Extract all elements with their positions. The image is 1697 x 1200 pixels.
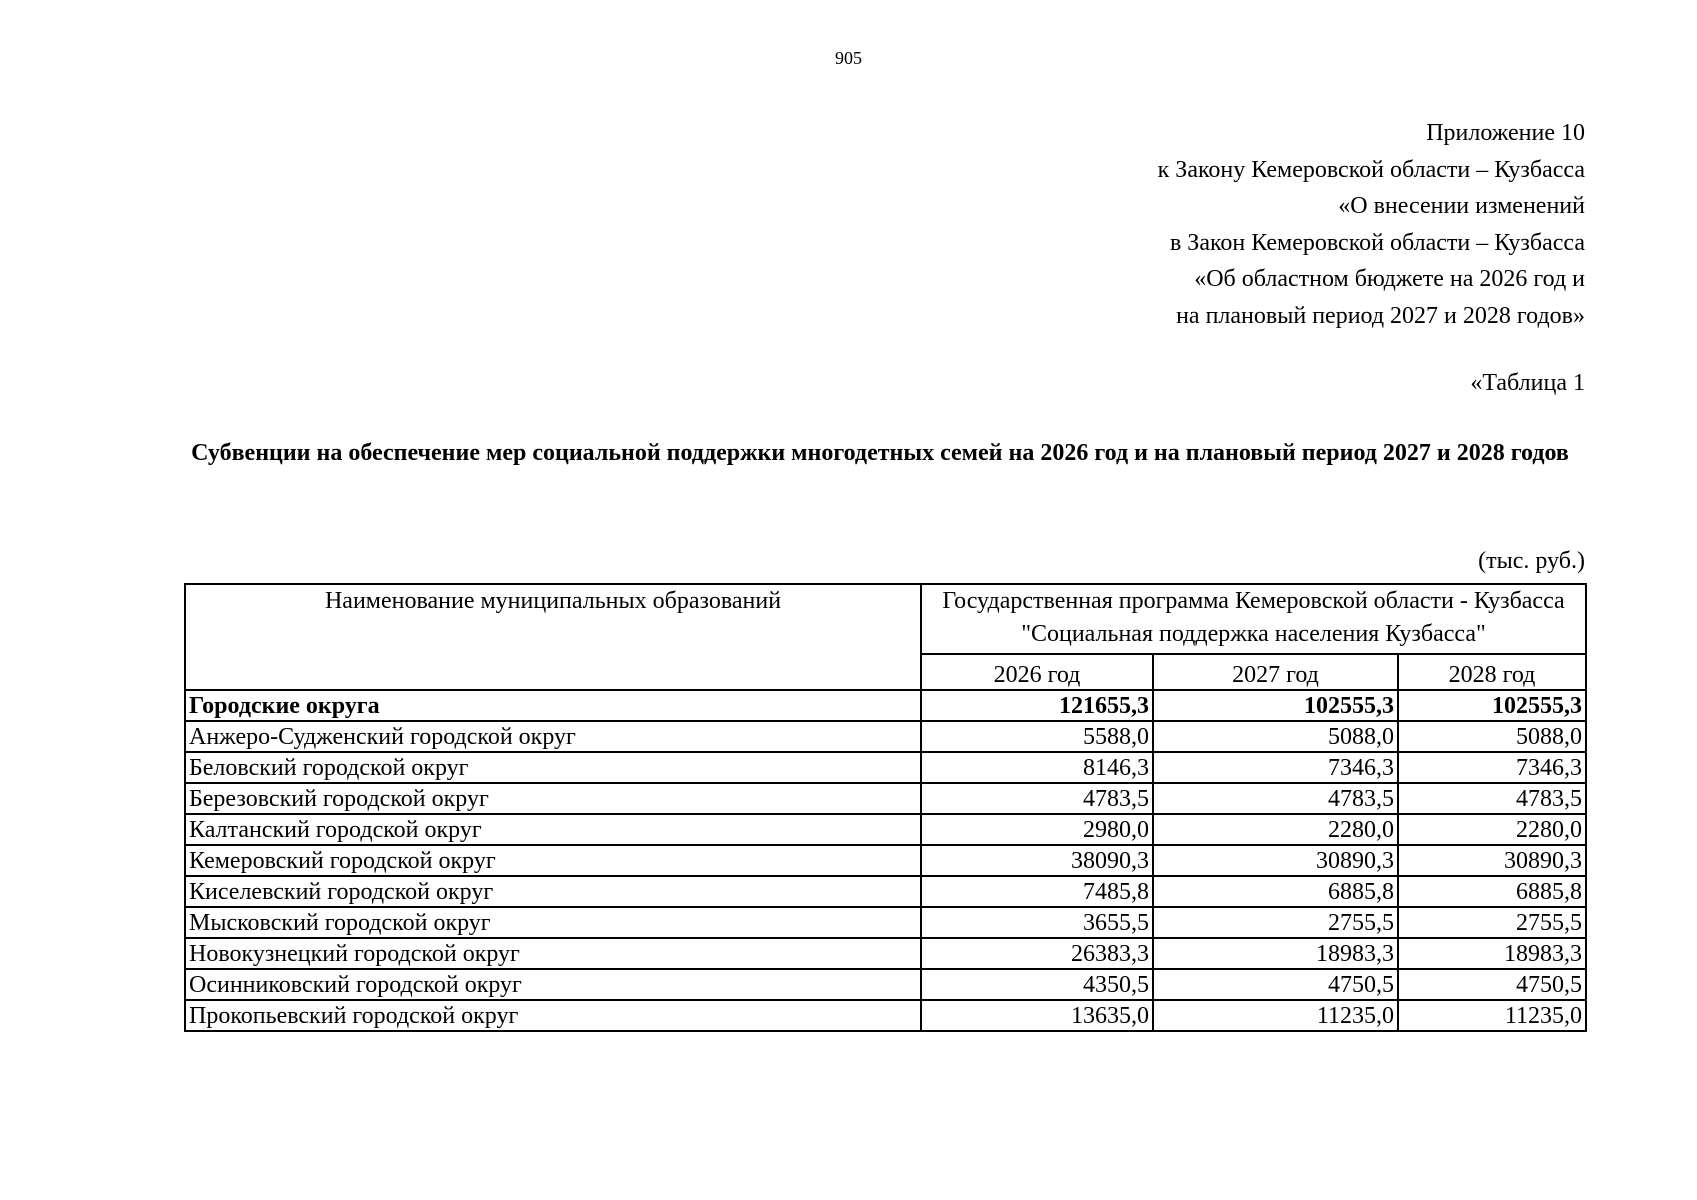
value-2028: 4783,5: [1398, 783, 1586, 814]
column-header-year-2028: 2028 год: [1398, 654, 1586, 690]
table-row: [185, 721, 1586, 752]
table-row: [185, 907, 1586, 938]
value-2027: 4783,5: [1153, 783, 1398, 814]
column-header-year-2027: 2027 год: [1153, 654, 1398, 690]
value-2026: 13635,0: [921, 1000, 1153, 1031]
value-2027: 2755,5: [1153, 907, 1398, 938]
value-2026: 38090,3: [921, 845, 1153, 876]
value-2028: 6885,8: [1398, 876, 1586, 907]
row-name: Киселевский городской округ: [185, 876, 921, 907]
value-2026: 3655,5: [921, 907, 1153, 938]
column-header-program: Государственная программа Кемеровской области - Кузбасса "Социальная поддержка населения Кузбасса": [921, 584, 1586, 654]
appendix-line: «О внесении изменений: [1338, 193, 1585, 219]
value-2026: 26383,3: [921, 938, 1153, 969]
units-label: (тыс. руб.): [1478, 548, 1585, 574]
value-2028: 2280,0: [1398, 814, 1586, 845]
row-name: Калтанский городской округ: [185, 814, 921, 845]
value-2027: 6885,8: [1153, 876, 1398, 907]
value-2028: 30890,3: [1398, 845, 1586, 876]
value-2027: 11235,0: [1153, 1000, 1398, 1031]
column-header-year-2026: 2026 год: [921, 654, 1153, 690]
table-row: [185, 845, 1586, 876]
table-group-row: [185, 690, 1586, 721]
table-row: [185, 783, 1586, 814]
value-2026: 7485,8: [921, 876, 1153, 907]
table-header-row: [185, 584, 1586, 654]
table-row: [185, 938, 1586, 969]
value-2027: 30890,3: [1153, 845, 1398, 876]
value-2028: 2755,5: [1398, 907, 1586, 938]
table-row: [185, 969, 1586, 1000]
row-name: Прокопьевский городской округ: [185, 1000, 921, 1031]
value-2028: 102555,3: [1398, 690, 1586, 721]
value-2026: 4783,5: [921, 783, 1153, 814]
value-2027: 2280,0: [1153, 814, 1398, 845]
appendix-line: в Закон Кемеровской области – Кузбасса: [1169, 229, 1585, 256]
value-2027: 4750,5: [1153, 969, 1398, 1000]
row-name: Новокузнецкий городской округ: [185, 938, 921, 969]
appendix-line: Приложение 10: [1426, 120, 1585, 146]
value-2027: 18983,3: [1153, 938, 1398, 969]
appendix-line: на плановый период 2027 и 2028 годов»: [1176, 302, 1585, 329]
value-2028: 18983,3: [1398, 938, 1586, 969]
row-name: Осинниковский городской округ: [185, 969, 921, 1000]
row-name: Кемеровский городской округ: [185, 845, 921, 876]
value-2028: 4750,5: [1398, 969, 1586, 1000]
appendix-line: «Об областном бюджете на 2026 год и: [1194, 266, 1585, 292]
document-title: Субвенции на обеспечение мер социальной поддержки многодетных семей на 2026 год и на плановый период 2027 и 2028 годов: [191, 440, 1569, 466]
value-2028: 5088,0: [1398, 721, 1586, 752]
row-name: Березовский городской округ: [185, 783, 921, 814]
value-2026: 8146,3: [921, 752, 1153, 783]
table-row: [185, 1000, 1586, 1031]
column-header-name: Наименование муниципальных образований: [185, 584, 921, 690]
row-name: Анжеро-Судженский городской округ: [185, 721, 921, 752]
value-2027: 7346,3: [1153, 752, 1398, 783]
value-2026: 2980,0: [921, 814, 1153, 845]
value-2027: 5088,0: [1153, 721, 1398, 752]
appendix-header: [1158, 115, 1585, 334]
row-name: Городские округа: [185, 690, 921, 721]
table-row: [185, 876, 1586, 907]
page-number: 905: [835, 48, 862, 68]
table-row: [185, 752, 1586, 783]
value-2028: 11235,0: [1398, 1000, 1586, 1031]
row-name: Беловский городской округ: [185, 752, 921, 783]
subventions-table: [184, 583, 1587, 1032]
row-name: Мысковский городской округ: [185, 907, 921, 938]
value-2027: 102555,3: [1153, 690, 1398, 721]
table-row: [185, 814, 1586, 845]
appendix-line: к Закону Кемеровской области – Кузбасса: [1157, 156, 1585, 183]
value-2026: 4350,5: [921, 969, 1153, 1000]
value-2026: 5588,0: [921, 721, 1153, 752]
table-label: «Таблица 1: [1470, 370, 1585, 396]
value-2026: 121655,3: [921, 690, 1153, 721]
value-2028: 7346,3: [1398, 752, 1586, 783]
